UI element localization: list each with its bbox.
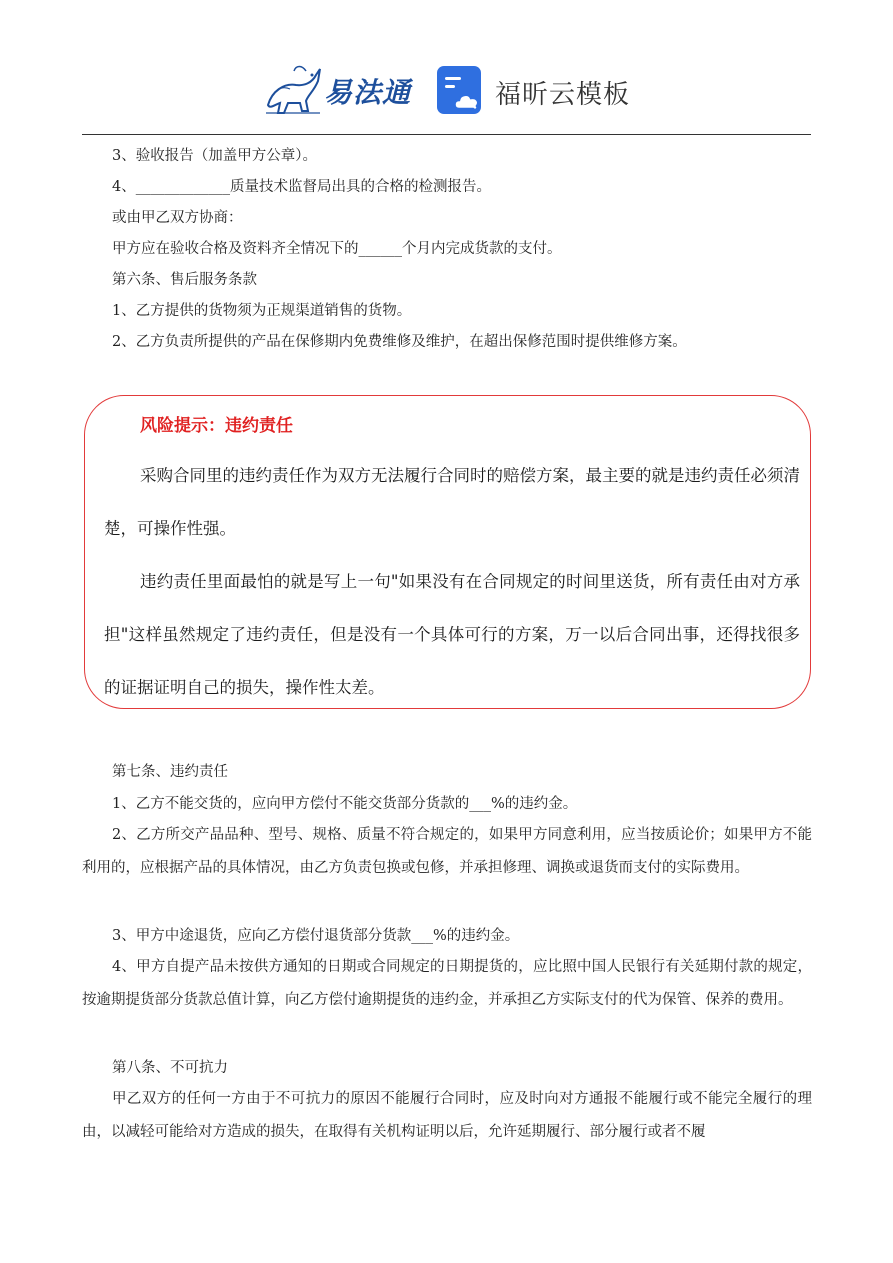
cloud-document-icon: [435, 65, 487, 117]
clause8-heading: 第八条、不可抗力: [112, 1060, 228, 1076]
page-header: [0, 55, 893, 125]
fuxin-logo: [435, 65, 645, 117]
risk-warning-title: 风险提示：违约责任: [140, 416, 293, 436]
qilin-logo-icon: [262, 61, 324, 117]
clause6-item1: 1、乙方提供的货物须为正规渠道销售的货物。: [112, 303, 412, 319]
clause6-item2: 2、乙方负责所提供的产品在保修期内免费维修及维护，在超出保修范围时提供维修方案。: [112, 334, 687, 350]
clause7-heading: 第七条、违约责任: [112, 764, 228, 780]
risk-warning-paragraph-2: 违约责任里面最怕的就是写上一句"如果没有在合同规定的时间里送货，所有责任由对方承担"这样虽然规定了违约责任，但是没有一个具体可行的方案，万一以后合同出事，还得找很多的证据证明自己的损失，操作性太差。: [104, 572, 800, 697]
clause6-heading: 第六条、售后服务条款: [112, 272, 257, 288]
clause7-item3: 3、甲方中途退货，应向乙方偿付退货部分货款___%的违约金。: [112, 928, 520, 944]
brand-name-yifatong: 易法通: [324, 76, 412, 109]
risk-warning-paragraph-1: 采购合同里的违约责任作为双方无法履行合同时的赔偿方案，最主要的就是违约责任必须清楚，可操作性强。: [104, 466, 800, 538]
brand-name-fuxin: 福昕云模板: [495, 80, 631, 110]
clause5-item4: 4、_____________质量技术监督局出具的合格的检测报告。: [112, 179, 491, 195]
clause5-item3: 3、验收报告（加盖甲方公章）。: [112, 148, 317, 164]
clause5-alt: 或由甲乙双方协商：: [112, 210, 243, 226]
header-divider: [82, 134, 811, 135]
clause7-item2: 2、乙方所交产品品种、型号、规格、质量不符合规定的，如果甲方同意利用，应当按质论价；如果甲方不能利用的，应根据产品的具体情况，由乙方负责包换或包修，并承担修理、调换或退货而支付的实际费用。: [82, 827, 812, 876]
yifatong-logo: [262, 61, 412, 117]
clause7-item1: 1、乙方不能交货的，应向甲方偿付不能交货部分货款的___%的违约金。: [112, 796, 578, 812]
clause8-body: 甲乙双方的任何一方由于不可抗力的原因不能履行合同时，应及时向对方通报不能履行或不能完全履行的理由，以减轻可能给对方造成的损失，在取得有关机构证明以后，允许延期履行、部分履行或者不履: [82, 1091, 812, 1140]
clause5-payment: 甲方应在验收合格及资料齐全情况下的______个月内完成货款的支付。: [112, 241, 562, 257]
clause7-item4: 4、甲方自提产品未按供方通知的日期或合同规定的日期提货的，应比照中国人民银行有关延期付款的规定，按逾期提货部分货款总值计算，向乙方偿付逾期提货的违约金，并承担乙方实际支付的代为保管、保养的费用。: [82, 959, 812, 1008]
